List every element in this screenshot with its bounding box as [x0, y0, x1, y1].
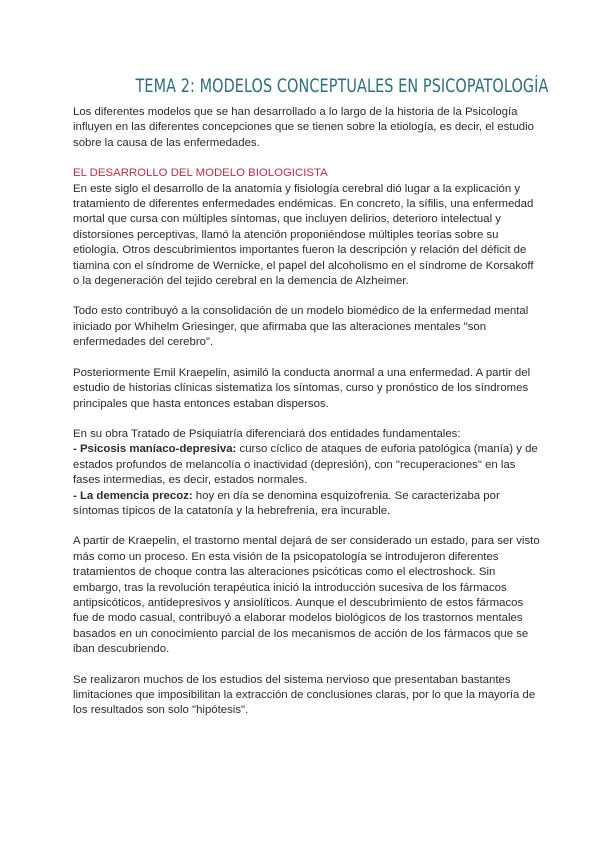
section-heading: EL DESARROLLO DEL MODELO BIOLOGICISTA [73, 167, 328, 180]
paragraph-proceso: A partir de Kraepelin, el trastorno mental dejará de ser considerado un estado, para ser visto más como un proceso. En esta visión de la psicopatología se introdujeron diferentes tratamientos de choque contra las alteraciones psicóticas como el electroshock. Sin embargo, tras la revolución terapéutica inició la introducción sucesiva de los fármacos antipsicóticos, antidepresivos y ansiolíticos. Aunque el descubrimiento de estos fármacos fue de modo casual, contribuyó a elaborar modelos biológicos de los trastornos mentales basados en un conocimiento parcial de los mecanismos de acción de los fármacos que se iban descubriendo. [73, 535, 540, 656]
paragraph-anatomy: En este siglo el desarrollo de la anatomía y fisiología cerebral dió lugar a la explicación y tratamiento de diferentes enfermedades endémicas. En concreto, la sífilis, una enfermedad mortal que cursa con múltiples síntomas, que incluyen delirios, deterioro intelectual y distorsiones perceptivas, llamó la atención proponiéndose múltiples teorías sobre su etiología. Otros descubrimientos importantes fueron la descripción y relación del déficit de tiamina con el síndrome de Wernicke, el papel del alcoholismo en el síndrome de Korsakoff o la degeneración del tejido cerebral en la demencia de Alzheimer. [73, 182, 534, 288]
tratado-intro: En su obra Tratado de Psiquiatría diferenciará dos entidades fundamentales: [73, 427, 461, 440]
list-item-psicosis-text: curso cíclico de ataques de euforia patológica (manía) y de estados profundos de melancolía o inactividad (depresión), con "recuperaciones" en las fases intermedias, es decir, estados normales. [73, 443, 538, 487]
list-item-psicosis-label: - Psicosis maníaco-depresiva: [73, 443, 237, 456]
paragraph-tratado [73, 427, 542, 519]
page-title: TEMA 2: MODELOS CONCEPTUALES EN PSICOPATOLOGÍA [135, 76, 549, 97]
list-item-demencia [73, 489, 542, 520]
paragraph-kraepelin: Posteriormente Emil Kraepelin, asimiló la conducta anormal a una enfermedad. A partir del estudio de historias clínicas sistematiza los síntomas, curso y pronóstico de los síndromes principales que hasta entonces estaban dispersos. [73, 366, 531, 410]
paragraph-hipotesis: Se realizaron muchos de los estudios del sistema nervioso que presentaban bastantes limitaciones que imposibilitan la extracción de conclusiones claras, por lo que la mayoría de los resultados son solo "hipótesis". [73, 673, 536, 717]
paragraph-griesinger: Todo esto contribuyó a la consolidación de un modelo biomédico de la enfermedad mental iniciado por Whihelm Griesinger, que afirmaba que las alteraciones mentales "son enfermedades del cerebro". [73, 305, 529, 349]
list-item-demencia-label: - La demencia precoz: [73, 489, 193, 502]
intro-paragraph: Los diferentes modelos que se han desarrollado a lo largo de la historia de la Psicología influyen en las diferentes concepciones que se tienen sobre la etiología, es decir, el estudio sobre la causa de las enfermedades. [73, 106, 534, 149]
list-item-psicosis [73, 442, 542, 488]
list-item-demencia-text: hoy en día se denomina esquizofrenia. Se caracterizaba por síntomas típicos de la catatonía y la hebrefrenia, era incurable. [73, 489, 500, 517]
